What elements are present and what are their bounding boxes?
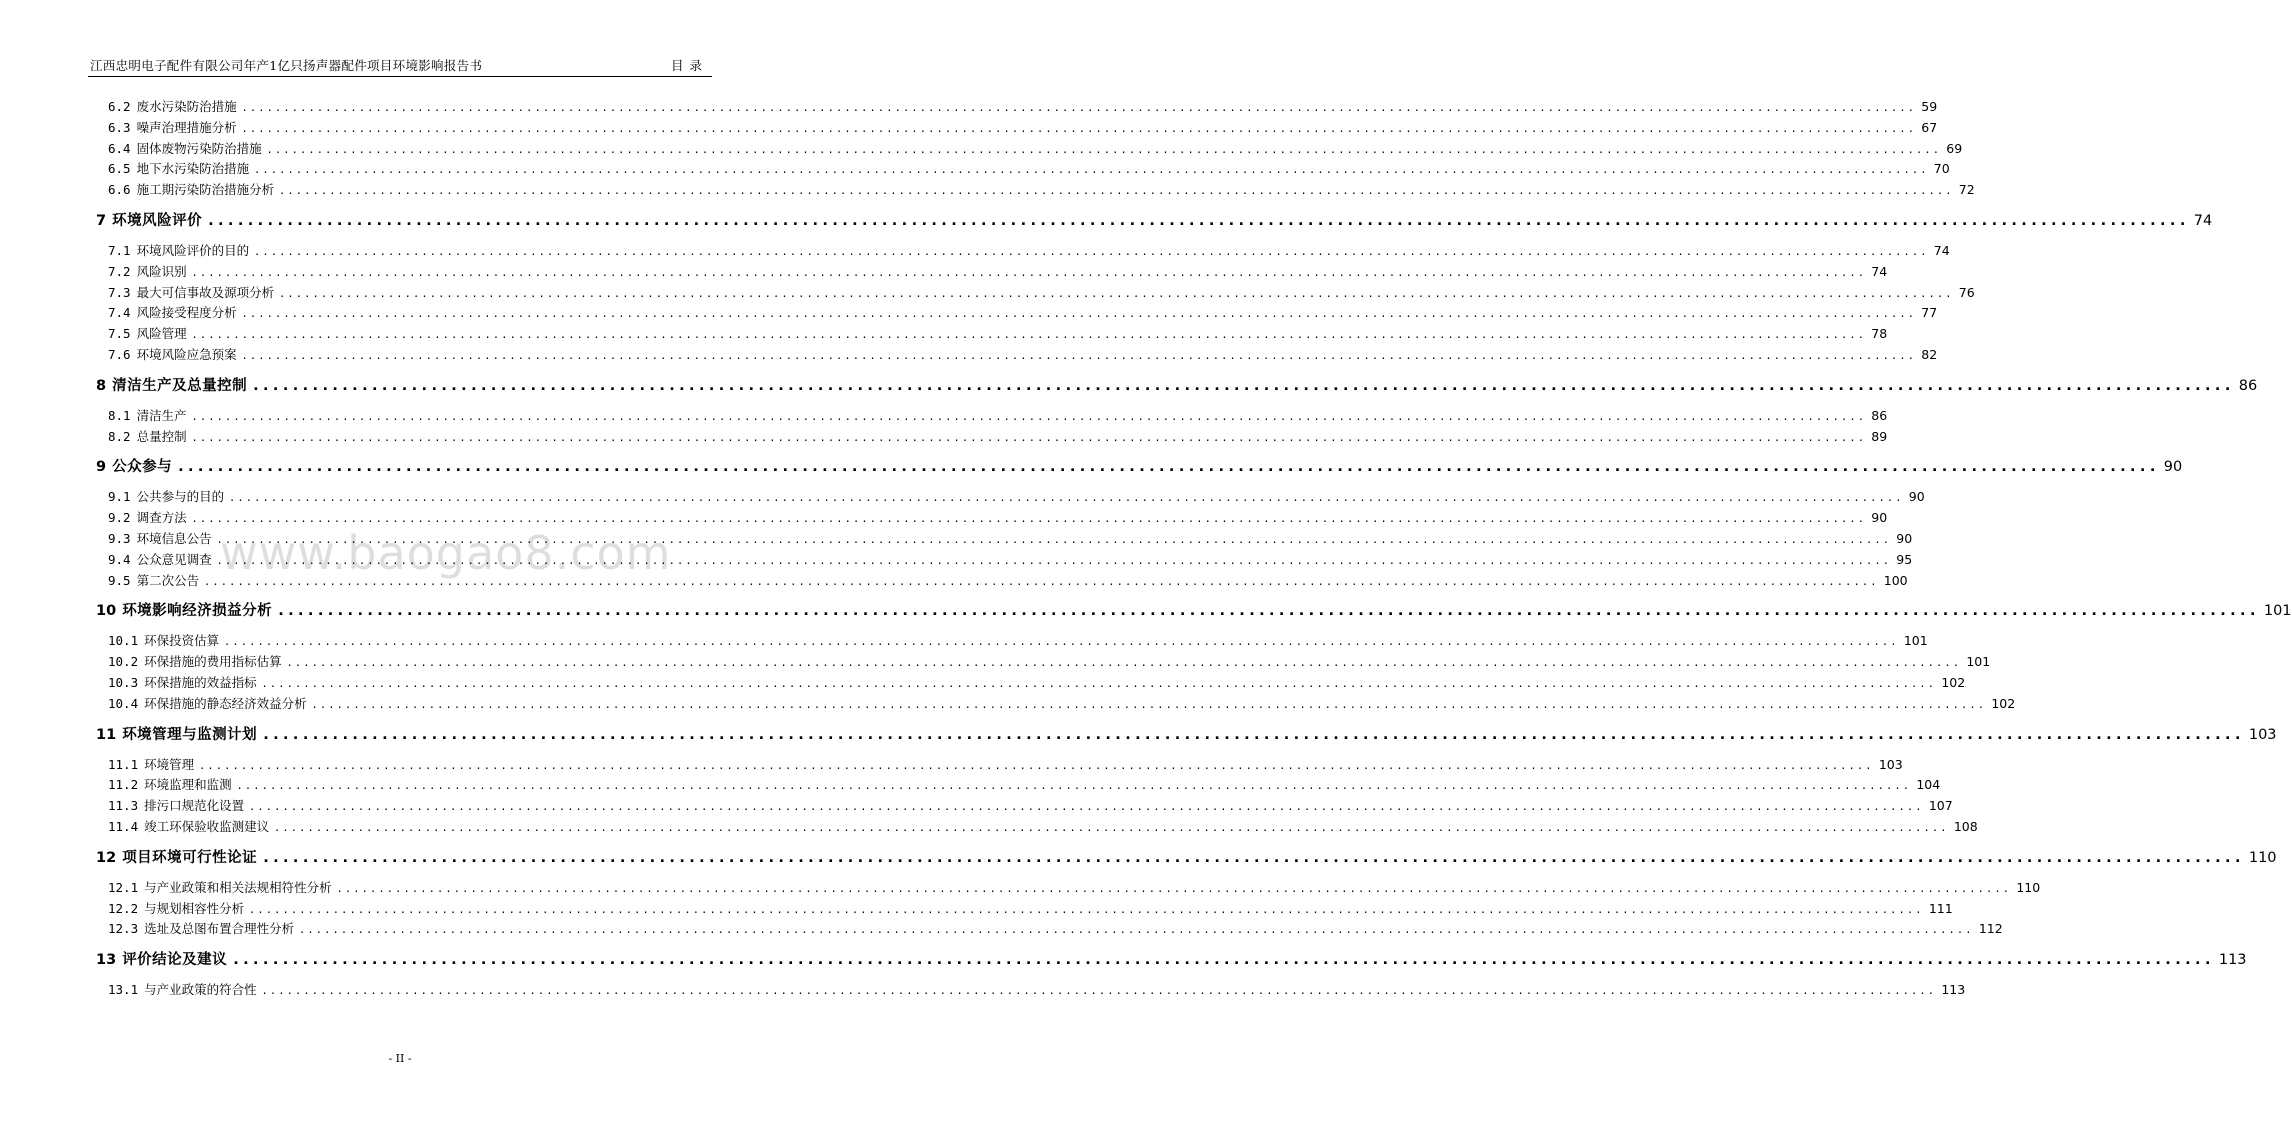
toc-entry-number: 11.4 <box>108 819 139 834</box>
toc-entry-page: 86 <box>1871 407 1888 423</box>
toc-entry-number: 11 <box>96 726 117 743</box>
toc-entry-title: 公共参与的目的 <box>136 489 225 505</box>
toc-entry-page: 112 <box>1978 921 2003 937</box>
toc-entry-page: 74 <box>1933 243 1950 258</box>
toc-entry-number: 7.6 <box>108 347 131 362</box>
section-label: 目录 <box>670 58 708 73</box>
toc-entry-title: 项目环境可行性论证 <box>122 849 258 866</box>
toc-entry-title: 环境影响经济损益分析 <box>122 603 273 620</box>
toc-entry-title: 噪声治理措施分析 <box>136 119 237 135</box>
toc-dot-leader: ........................................................................................................................................................................................................ <box>337 879 2013 895</box>
toc-entry-title: 第二次公告 <box>136 572 200 588</box>
toc-entry-title: 与规划相容性分析 <box>144 900 245 916</box>
toc-entry-number: 10 <box>96 603 117 620</box>
toc-entry-title: 最大可信事故及源项分析 <box>136 284 275 300</box>
toc-entry-page: 90 <box>2163 459 2183 476</box>
toc-dot-leader: ........................................................................................................................................................................................................ <box>280 182 1955 198</box>
toc-dot-leader: ........................................................................................................................................................................................................ <box>192 263 1868 279</box>
toc-entry-page: 86 <box>2238 377 2258 394</box>
toc-entry-title: 总量控制 <box>136 428 187 444</box>
toc-entry-number: 6.4 <box>108 140 131 156</box>
toc-section-entry[interactable] <box>108 427 1888 445</box>
toc-section-entry[interactable] <box>108 571 1908 589</box>
toc-section-entry[interactable] <box>108 775 1941 793</box>
toc-entry-number: 12.1 <box>108 879 139 895</box>
toc-section-entry[interactable] <box>108 980 1966 998</box>
toc-entry-page: 90 <box>1871 510 1888 526</box>
toc-entry-number: 11.2 <box>108 777 139 793</box>
toc-entry-title: 排污口规范化设置 <box>144 798 245 814</box>
toc-entry-title: 环境信息公告 <box>136 531 212 546</box>
toc-entry-number: 7.3 <box>108 284 131 300</box>
toc-dot-leader: ........................................................................................................................................................................................................ <box>280 284 1955 300</box>
toc-entry-number: 9.1 <box>108 489 131 505</box>
toc-entry-number: 10.2 <box>108 654 139 670</box>
toc-section-entry[interactable] <box>108 919 2003 937</box>
toc-dot-leader: ........................................................................................................................................................................................................ <box>200 756 1875 772</box>
toc-entry-page: 110 <box>2016 879 2041 895</box>
toc-section-entry[interactable] <box>108 755 1903 773</box>
toc-entry-page: 101 <box>2263 603 2292 620</box>
toc-entry-page: 101 <box>1903 633 1928 649</box>
toc-entry-title: 环保措施的效益指标 <box>144 675 257 690</box>
toc-chapter-entry[interactable] <box>96 455 2183 476</box>
toc-entry-title: 公众参与 <box>112 459 173 476</box>
toc-section-entry[interactable] <box>108 899 1953 917</box>
toc-entry-number: 10.4 <box>108 695 139 711</box>
toc-entry-title: 清洁生产及总量控制 <box>112 377 248 394</box>
toc-entry-page: 72 <box>1958 182 1975 198</box>
toc-entry-number: 6.6 <box>108 182 131 198</box>
toc-entry-page: 90 <box>1908 489 1925 505</box>
toc-entry-title: 地下水污染防治措施 <box>136 161 250 177</box>
toc-entry-title: 竣工环保验收监测建议 <box>144 819 270 834</box>
toc-section-entry[interactable] <box>108 180 1975 198</box>
toc-section-entry[interactable] <box>108 652 1991 670</box>
toc-section-entry[interactable] <box>108 139 1963 157</box>
toc-dot-leader: ........................................................................................................................................................................................................ <box>217 551 1893 567</box>
toc-dot-leader: ........................................................................................................................................................................................................ <box>192 326 1868 342</box>
toc-entry-title: 选址及总图布置合理性分析 <box>144 921 295 937</box>
toc-entry-number: 10.1 <box>108 633 139 649</box>
toc-chapter-entry[interactable] <box>96 846 2277 867</box>
toc-dot-leader: ........................................................................................................................................................................................................ <box>267 140 1943 156</box>
toc-section-entry[interactable] <box>108 159 1950 177</box>
toc-entry-title: 调查方法 <box>136 510 187 526</box>
toc-dot-leader: ........................................................................................................................................................................................................ <box>225 633 1900 649</box>
toc-entry-title: 环保措施的静态经济效益分析 <box>144 695 307 711</box>
toc-section-entry[interactable] <box>108 529 1913 547</box>
toc-entry-number: 7.4 <box>108 305 131 321</box>
toc-entry-number: 6.3 <box>108 119 131 135</box>
toc-entry-page: 101 <box>1966 654 1991 670</box>
toc-entry-page: 108 <box>1953 819 1978 834</box>
toc-dot-leader: ........................................................................................................................................................................................................ <box>262 982 1938 998</box>
toc-entry-title: 环境风险评价 <box>112 213 203 229</box>
toc-entry-number: 7 <box>96 213 107 229</box>
toc-section-entry[interactable] <box>108 487 1925 505</box>
toc-entry-title: 公众意见调查 <box>136 551 212 567</box>
page-number: - II - <box>388 1052 412 1065</box>
toc-dot-leader: ........................................................................................................................................................................................................ <box>192 510 1868 526</box>
toc-dot-leader: ........................................................................................................................................................................................................ <box>192 407 1868 423</box>
toc-entry-title: 评价结论及建议 <box>122 952 228 969</box>
toc-entry-page: 102 <box>1941 675 1966 690</box>
toc-entry-number: 7.1 <box>108 243 131 258</box>
watermark: www.baogao8.com <box>220 526 672 580</box>
toc-dot-leader: ........................................................................................................................................................................................................ <box>230 489 1905 505</box>
toc-entry-page: 59 <box>1921 99 1938 114</box>
toc-dot-leader: ........................................................................................................................................................................................................ <box>312 695 1988 711</box>
toc-dot-leader: ........................................................................................................................................................................................................ <box>253 377 2235 394</box>
toc-entry-number: 11.1 <box>108 756 139 772</box>
toc-dot-leader: ........................................................................................................................................................................................................ <box>242 119 1918 135</box>
toc-chapter-entry[interactable] <box>96 723 2277 744</box>
toc-section-entry[interactable] <box>108 631 1928 649</box>
toc-entry-number: 9 <box>96 459 107 476</box>
toc-entry-page: 111 <box>1928 900 1953 916</box>
toc-dot-leader: ........................................................................................................................................................................................................ <box>255 161 1930 177</box>
toc-dot-leader: ........................................................................................................................................................................................................ <box>262 675 1938 690</box>
toc-dot-leader: ........................................................................................................................................................................................................ <box>217 531 1893 546</box>
toc-section-entry[interactable] <box>108 878 2041 896</box>
toc-entry-page: 90 <box>1896 531 1913 546</box>
toc-entry-title: 环保投资估算 <box>144 633 220 649</box>
toc-chapter-entry[interactable] <box>96 599 2292 620</box>
toc-dot-leader: ........................................................................................................................................................................................................ <box>275 819 1950 834</box>
toc-entry-page: 69 <box>1946 140 1963 156</box>
toc-dot-leader: ........................................................................................................................................................................................................ <box>192 428 1868 444</box>
toc-dot-leader: ........................................................................................................................................................................................................ <box>278 603 2260 620</box>
toc-entry-number: 12.2 <box>108 900 139 916</box>
toc-entry-number: 7.5 <box>108 326 131 342</box>
toc-entry-title: 风险接受程度分析 <box>136 305 237 321</box>
toc-section-entry[interactable] <box>108 262 1888 280</box>
toc-entry-number: 9.4 <box>108 551 131 567</box>
document-title: 江西忠明电子配件有限公司年产1亿只扬声器配件项目环境影响报告书 <box>90 58 483 73</box>
toc-entry-title: 与产业政策的符合性 <box>144 982 257 998</box>
toc-chapter-entry[interactable] <box>96 948 2247 969</box>
toc-entry-page: 78 <box>1871 326 1888 342</box>
toc-section-entry[interactable] <box>108 508 1888 526</box>
toc-entry-page: 110 <box>2248 849 2277 866</box>
toc-dot-leader: ........................................................................................................................................................................................................ <box>242 347 1918 362</box>
toc-dot-leader: ........................................................................................................................................................................................................ <box>242 99 1918 114</box>
toc-entry-number: 12.3 <box>108 921 139 937</box>
toc-entry-page: 70 <box>1933 161 1950 177</box>
toc-entry-number: 12 <box>96 849 117 866</box>
toc-entry-page: 113 <box>1941 982 1966 998</box>
toc-dot-leader: ........................................................................................................................................................................................................ <box>208 213 2190 229</box>
toc-dot-leader: ........................................................................................................................................................................................................ <box>233 952 2215 969</box>
toc-entry-title: 清洁生产 <box>136 407 187 423</box>
toc-entry-title: 施工期污染防治措施分析 <box>136 182 275 198</box>
toc-entry-page: 89 <box>1871 428 1888 444</box>
toc-entry-title: 风险管理 <box>136 326 187 342</box>
toc-dot-leader: ........................................................................................................................................................................................................ <box>178 459 2160 476</box>
toc-entry-number: 9.5 <box>108 572 131 588</box>
toc-entry-number: 8.1 <box>108 407 131 423</box>
toc-entry-title: 环境风险应急预案 <box>136 347 237 362</box>
toc-entry-page: 76 <box>1958 284 1975 300</box>
toc-entry-page: 103 <box>2248 726 2277 743</box>
toc-entry-page: 74 <box>1871 263 1888 279</box>
toc-entry-title: 环境管理与监测计划 <box>122 726 258 743</box>
toc-entry-title: 环境风险评价的目的 <box>136 243 250 258</box>
toc-entry-number: 9.2 <box>108 510 131 526</box>
toc-entry-title: 环境监理和监测 <box>144 777 232 793</box>
toc-entry-title: 环保措施的费用指标估算 <box>144 654 282 670</box>
toc-entry-page: 67 <box>1921 119 1938 135</box>
toc-section-entry[interactable] <box>108 796 1953 814</box>
toc-entry-number: 9.3 <box>108 531 131 546</box>
toc-dot-leader: ........................................................................................................................................................................................................ <box>237 777 1913 793</box>
toc-section-entry[interactable] <box>108 303 1938 321</box>
toc-section-entry[interactable] <box>108 694 2016 712</box>
toc-section-entry[interactable] <box>108 345 1938 363</box>
toc-entry-page: 104 <box>1916 777 1941 793</box>
toc-section-entry[interactable] <box>108 406 1888 424</box>
toc-section-entry[interactable] <box>108 241 1950 259</box>
toc-dot-leader: ........................................................................................................................................................................................................ <box>263 726 2245 743</box>
toc-entry-number: 13 <box>96 952 117 969</box>
toc-entry-title: 风险识别 <box>136 263 187 279</box>
toc-entry-number: 6.2 <box>108 99 131 114</box>
toc-entry-page: 74 <box>2193 213 2213 229</box>
toc-section-entry[interactable] <box>108 817 1978 835</box>
toc-entry-page: 107 <box>1928 798 1953 814</box>
toc-section-entry[interactable] <box>108 118 1938 136</box>
toc-dot-leader: ........................................................................................................................................................................................................ <box>300 921 1975 937</box>
toc-entry-page: 77 <box>1921 305 1938 321</box>
toc-entry-number: 13.1 <box>108 982 139 998</box>
toc-dot-leader: ........................................................................................................................................................................................................ <box>242 305 1918 321</box>
toc-section-entry[interactable] <box>108 97 1938 115</box>
toc-dot-leader: ........................................................................................................................................................................................................ <box>250 900 1925 916</box>
toc-entry-title: 与产业政策和相关法规相符性分析 <box>144 879 332 895</box>
toc-entry-number: 8.2 <box>108 428 131 444</box>
toc-chapter-entry[interactable] <box>96 374 2258 395</box>
toc-entry-number: 11.3 <box>108 798 139 814</box>
toc-entry-number: 8 <box>96 377 107 394</box>
toc-entry-number: 10.3 <box>108 675 139 690</box>
toc-entry-number: 7.2 <box>108 263 131 279</box>
toc-dot-leader: ........................................................................................................................................................................................................ <box>287 654 1963 670</box>
toc-entry-page: 95 <box>1896 551 1913 567</box>
toc-section-entry[interactable] <box>108 673 1966 691</box>
toc-dot-leader: ........................................................................................................................................................................................................ <box>250 798 1925 814</box>
toc-entry-title: 环境管理 <box>144 756 195 772</box>
toc-entry-number: 6.5 <box>108 161 131 177</box>
toc-dot-leader: ........................................................................................................................................................................................................ <box>263 849 2245 866</box>
toc-entry-page: 102 <box>1991 695 2016 711</box>
toc-section-entry[interactable] <box>108 550 1913 568</box>
toc-dot-leader: ........................................................................................................................................................................................................ <box>255 243 1930 258</box>
toc-section-entry[interactable] <box>108 283 1975 301</box>
toc-entry-title: 废水污染防治措施 <box>136 99 237 114</box>
toc-dot-leader: ........................................................................................................................................................................................................ <box>205 572 1880 588</box>
toc-entry-page: 103 <box>1878 756 1903 772</box>
toc-entry-page: 82 <box>1921 347 1938 362</box>
toc-entry-page: 113 <box>2218 952 2247 969</box>
toc-section-entry[interactable] <box>108 324 1888 342</box>
toc-entry-title: 固体废物污染防治措施 <box>136 140 262 156</box>
toc-entry-page: 100 <box>1883 572 1908 588</box>
toc-chapter-entry[interactable] <box>96 209 2213 230</box>
